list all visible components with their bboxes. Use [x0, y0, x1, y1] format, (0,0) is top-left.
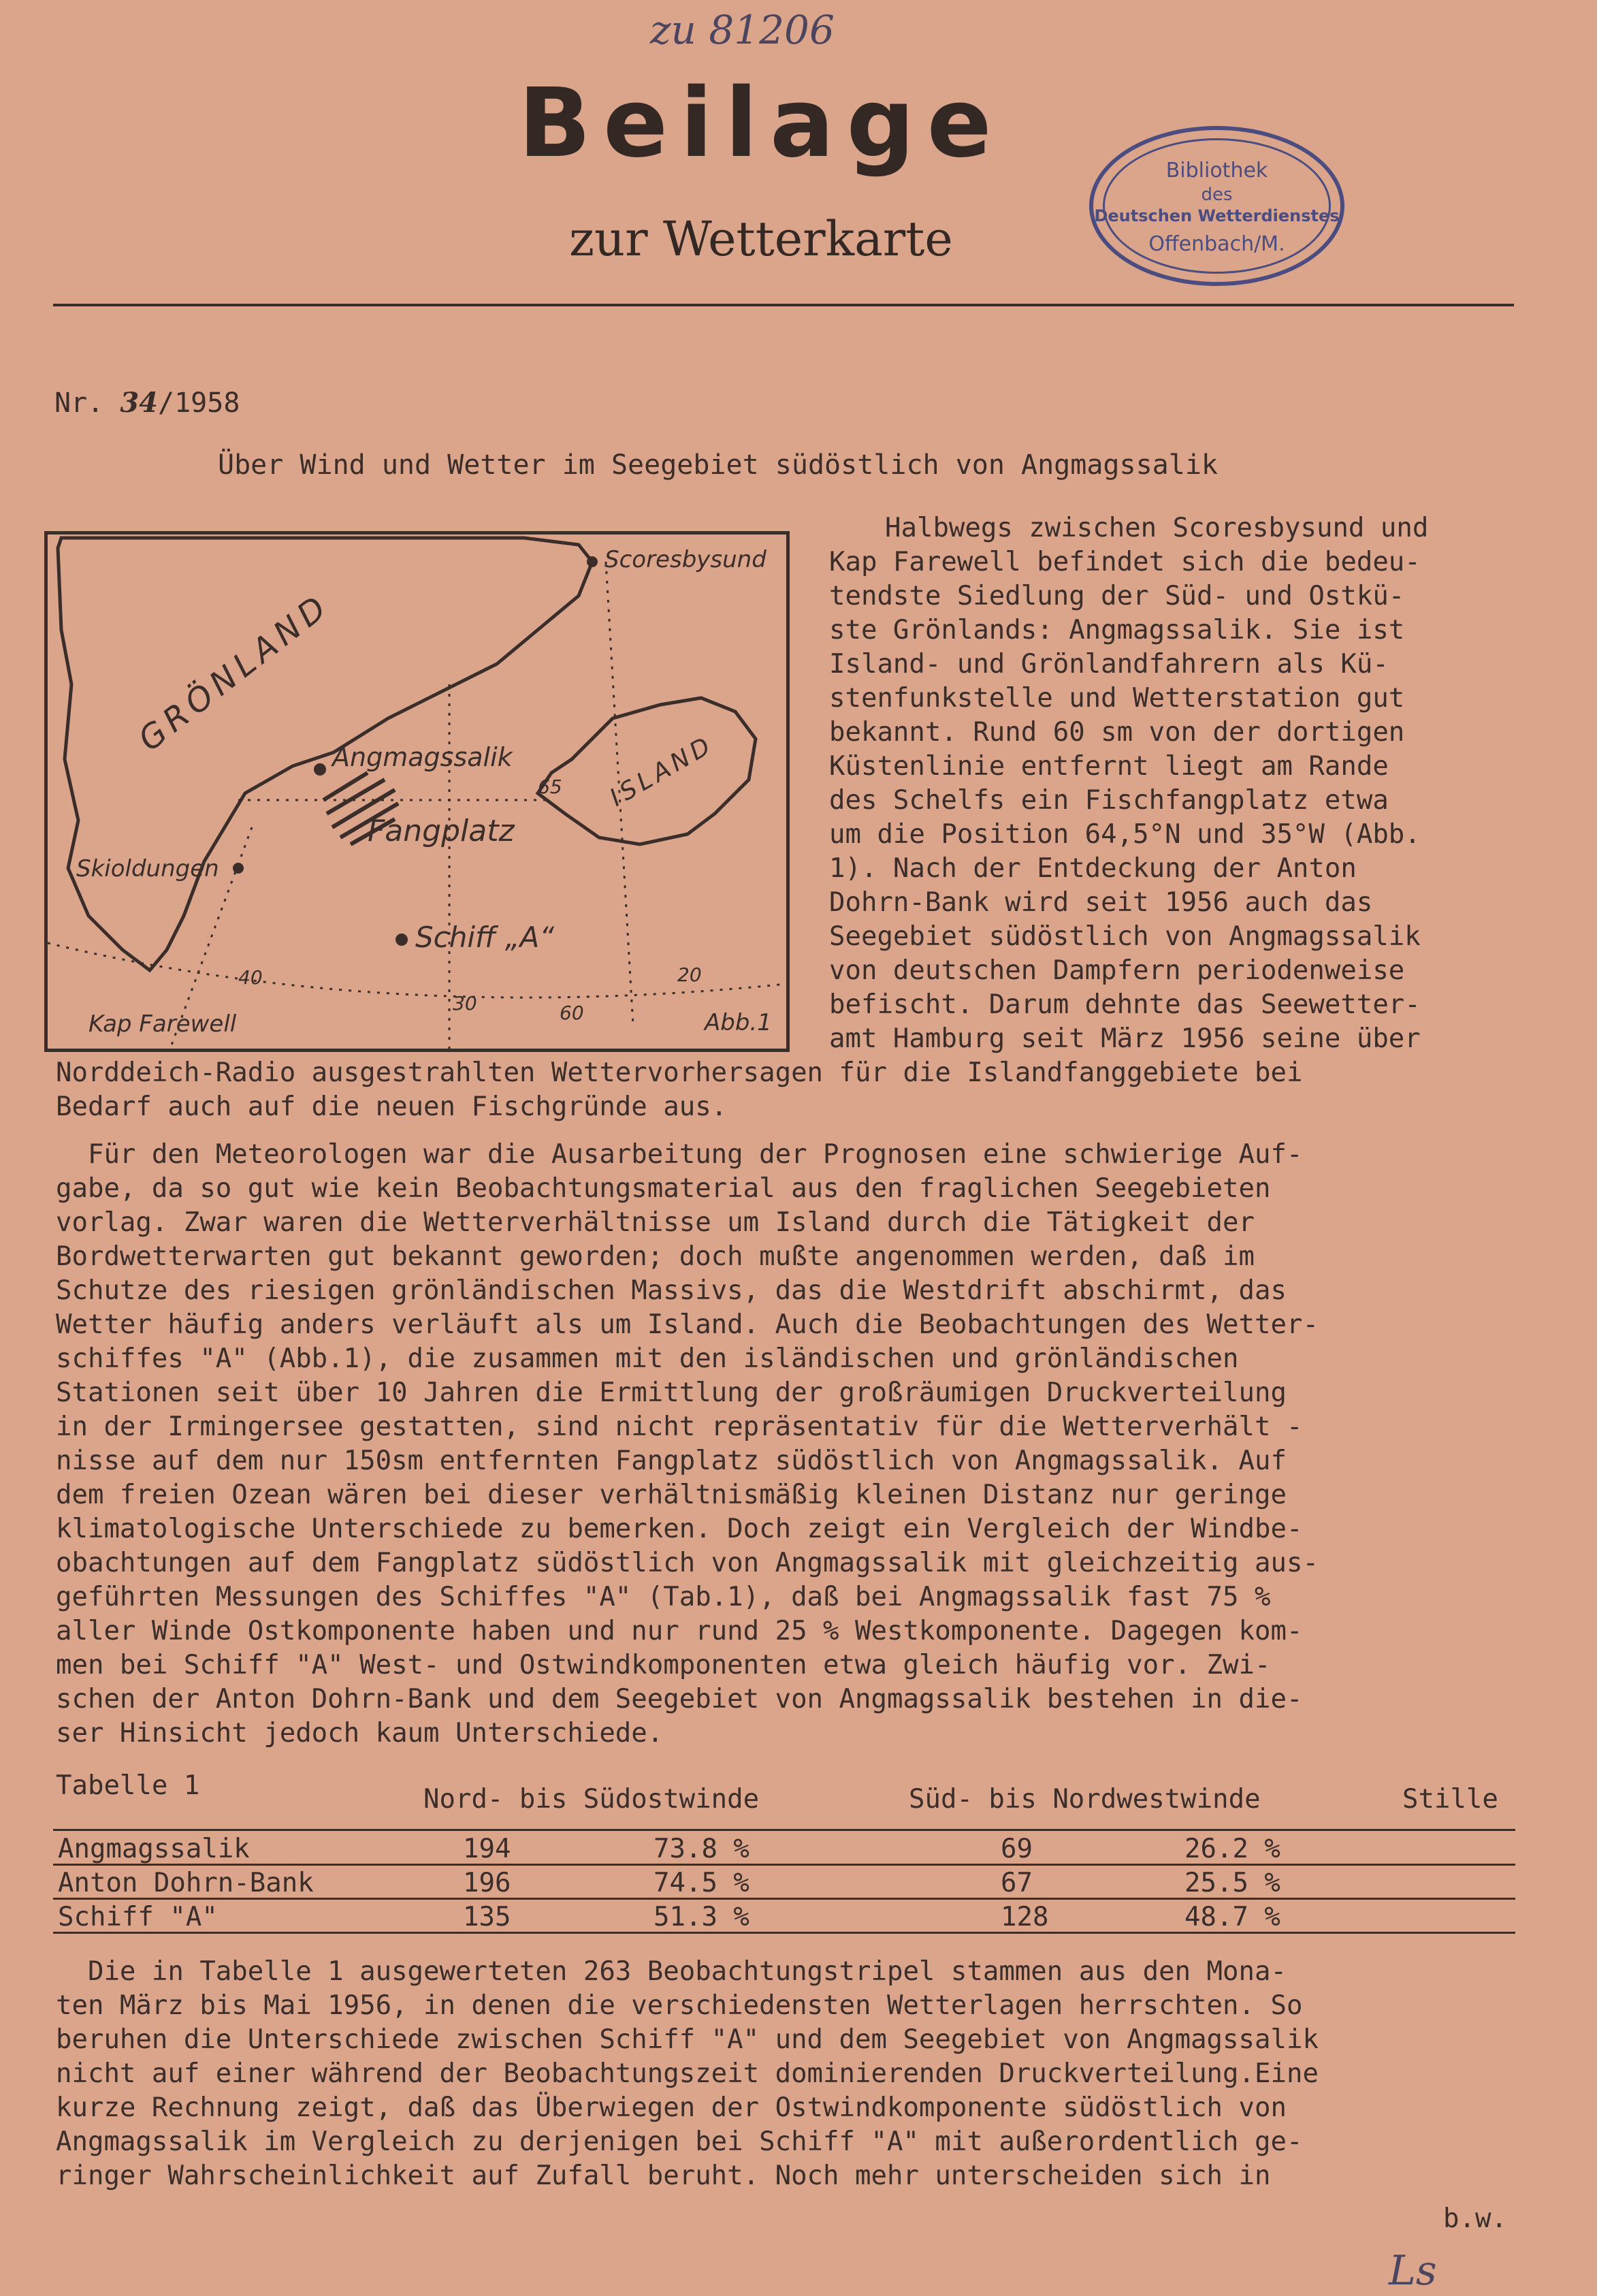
tick-lon-20: 20 [677, 963, 702, 986]
table-caption: Tabelle 1 [56, 1770, 200, 1801]
stamp-line-1: Bibliothek [1165, 159, 1268, 182]
para2-line: obachtungen auf dem Fangplatz südöstlich von Angmagssalik mit gleichzeitig aus- [56, 1548, 1319, 1578]
para3-line: kurze Rechnung zeigt, daß das Überwiegen der Ostwindkomponente südöstlich von [56, 2092, 1287, 2123]
map-figure [44, 531, 790, 1052]
issue-number [54, 387, 240, 419]
label-greenland: GRÖNLAND [131, 586, 338, 759]
table-header-ne: Nord- bis Südostwinde [423, 1784, 760, 1815]
table-header-sw: Süd- bis Nordwestwinde [909, 1784, 1261, 1815]
label-iceland: ISLAND [605, 730, 719, 812]
para2-line: dem freien Ozean wären bei dieser verhältnismäßig kleinen Distanz nur geringe [56, 1480, 1287, 1510]
tick-lat-65: 65 [538, 776, 562, 798]
table-cell-sw-count: 69 [1001, 1834, 1033, 1864]
para3-line: ten März bis Mai 1956, in denen die verschiedensten Wetterlagen herrschten. So [56, 1990, 1303, 2021]
table-rule [53, 1864, 1515, 1866]
label-kap-farewell: Kap Farewell [88, 1010, 237, 1038]
table-cell-sw-count: 128 [1001, 1902, 1049, 1932]
intro-line: des Schelfs ein Fischfangplatz etwa [829, 785, 1389, 816]
para2-line: Stationen seit über 10 Jahren die Ermittlung der großräumigen Druckverteilung [56, 1377, 1287, 1408]
table-cell-sw-pct: 48.7 % [1184, 1902, 1280, 1932]
continued-marker: b.w. [1443, 2203, 1507, 2234]
table-cell-sw-pct: 25.5 % [1184, 1868, 1280, 1898]
para3-line: Die in Tabelle 1 ausgewerteten 263 Beobachtungstripel stammen aus den Mona- [56, 1956, 1287, 1987]
issue-year: /1958 [158, 387, 240, 419]
stamp-line-3: Deutschen Wetterdienstes [1094, 206, 1340, 225]
para2-line: klimatologische Unterschiede zu bemerken. Doch zeigt ein Vergleich der Windbe- [56, 1514, 1303, 1544]
table-cell-ne-pct: 73.8 % [654, 1834, 749, 1864]
para2-line: Für den Meteorologen war die Ausarbeitung der Prognosen eine schwierige Auf- [56, 1139, 1303, 1170]
table-cell-ne-count: 194 [463, 1834, 511, 1864]
para2-line: Bordwetterwarten gut bekannt geworden; doch mußte angenommen werden, daß im [56, 1241, 1255, 1272]
page-subtitle: zur Wetterkarte [569, 211, 953, 267]
intro-line: tendste Siedlung der Süd- und Ostkü- [829, 581, 1405, 611]
table-cell-station: Schiff "A" [58, 1902, 218, 1932]
intro-line: Seegebiet südöstlich von Angmagssalik [829, 921, 1421, 952]
intro-line: ste Grönlands: Angmagssalik. Sie ist [829, 615, 1405, 645]
handwritten-initials: Ls [1389, 2247, 1437, 2295]
table-cell-ne-count: 196 [463, 1868, 511, 1898]
label-fangplatz: Fangplatz [368, 814, 515, 848]
scoresbysund-dot [587, 556, 598, 567]
intro-line: um die Position 64,5°N und 35°W (Abb. [829, 819, 1421, 850]
para2-line: nisse auf dem nur 150sm entfernten Fangplatz südöstlich von Angmagssalik. Auf [56, 1446, 1287, 1476]
intro-line: von deutschen Dampfern periodenweise [829, 955, 1405, 986]
intro-line: amt Hamburg seit März 1956 seine über [829, 1023, 1421, 1054]
intro-line: befischt. Darum dehnte das Seewetter- [829, 989, 1421, 1020]
para3-line: ringer Wahrscheinlichkeit auf Zufall beruht. Noch mehr unterscheiden sich in [56, 2161, 1271, 2191]
para2-line: ser Hinsicht jedoch kaum Unterschiede. [56, 1718, 664, 1749]
table-rule-bottom [53, 1932, 1515, 1934]
para2-line: schen der Anton Dohrn-Bank und dem Seegebiet von Angmagssalik bestehen in die- [56, 1684, 1303, 1715]
intro-line: Halbwegs zwischen Scoresbysund und [885, 513, 1429, 543]
table-header-calm: Stille [1402, 1784, 1498, 1815]
para2-line: gabe, da so gut wie kein Beobachtungsmaterial aus den fraglichen Seegebieten [56, 1173, 1271, 1204]
intro-tail-line: Bedarf auch auf die neuen Fischgründe aus. [56, 1091, 728, 1122]
para2-line: geführten Messungen des Schiffes "A" (Tab.1), daß bei Angmagssalik fast 75 % [56, 1582, 1271, 1612]
para3-line: beruhen die Unterschiede zwischen Schiff "A" und dem Seegebiet von Angmagssalik [56, 2024, 1319, 2055]
stamp-line-4: Offenbach/M. [1148, 232, 1285, 256]
table-cell-sw-pct: 26.2 % [1184, 1834, 1280, 1864]
label-skioldungen: Skioldungen [76, 855, 219, 882]
label-scoresbysund: Scoresbysund [604, 546, 767, 573]
intro-line: bekannt. Rund 60 sm von der dortigen [829, 717, 1405, 748]
page-title: Beilage [518, 68, 1004, 179]
intro-line: Kap Farewell befindet sich die bedeu- [829, 547, 1421, 577]
para3-line: nicht auf einer während der Beobachtungszeit dominierenden Druckverteilung.Eine [56, 2058, 1319, 2089]
para2-line: in der Irmingersee gestatten, sind nicht repräsentativ für die Wetterverhält - [56, 1412, 1303, 1442]
library-stamp [1089, 126, 1344, 286]
stamp-line-2: des [1201, 185, 1233, 205]
schiff-a-dot [396, 934, 408, 946]
table-cell-ne-pct: 74.5 % [654, 1868, 749, 1898]
tick-lon-40: 40 [238, 966, 263, 989]
para2-line: Schutze des riesigen grönländischen Massivs, das die Westdrift abschirmt, das [56, 1275, 1287, 1306]
map-grid [48, 562, 786, 1049]
intro-line: stenfunkstelle und Wetterstation gut [829, 683, 1405, 714]
intro-line: Dohrn-Bank wird seit 1956 auch das [829, 887, 1373, 918]
intro-line: 1). Nach der Entdeckung der Anton [829, 853, 1357, 884]
table-cell-sw-count: 67 [1001, 1868, 1033, 1898]
table-cell-ne-pct: 51.3 % [654, 1902, 749, 1932]
label-angmagssalik: Angmagssalik [332, 742, 513, 772]
intro-tail-line: Norddeich-Radio ausgestrahlten Wettervorhersagen für die Islandfanggebiete bei [56, 1057, 1303, 1088]
map-svg [48, 535, 786, 1049]
issue-prefix: Nr. [54, 387, 104, 419]
para2-line: schiffes "A" (Abb.1), die zusammen mit den isländischen und grönländischen [56, 1343, 1239, 1374]
table-rule-top [53, 1829, 1515, 1831]
table-cell-station: Anton Dohrn-Bank [58, 1868, 314, 1898]
table-cell-ne-count: 135 [463, 1902, 511, 1932]
tick-lon-30: 30 [453, 992, 477, 1015]
handwritten-reference: zu 81206 [650, 7, 835, 53]
angmagssalik-dot [314, 763, 326, 776]
para2-line: aller Winde Ostkomponente haben und nur rund 25 % Westkomponente. Dagegen kom- [56, 1616, 1303, 1646]
para2-line: Wetter häufig anders verläuft als um Island. Auch die Beobachtungen des Wetter- [56, 1309, 1319, 1340]
para2-line: vorlag. Zwar waren die Wetterverhältnisse um Island durch die Tätigkeit der [56, 1207, 1255, 1238]
issue-num: 34 [120, 387, 159, 419]
label-figure: Abb.1 [705, 1009, 772, 1036]
intro-line: Island- und Grönlandfahrern als Kü- [829, 649, 1389, 680]
header-rule [53, 304, 1514, 306]
article-heading: Über Wind und Wetter im Seegebiet südöstlich von Angmagssalik [218, 449, 1219, 481]
intro-line: Küstenlinie entfernt liegt am Rande [829, 751, 1389, 782]
para2-line: men bei Schiff "A" West- und Ostwindkomponenten etwa gleich häufig vor. Zwi- [56, 1650, 1271, 1680]
para3-line: Angmagssalik im Vergleich zu derjenigen bei Schiff "A" mit außerordentlich ge- [56, 2126, 1303, 2157]
label-schiff: Schiff „A“ [415, 921, 554, 954]
table-cell-station: Angmagssalik [58, 1834, 250, 1864]
tick-lat-60: 60 [560, 1002, 584, 1024]
skioldungen-dot [233, 863, 244, 874]
